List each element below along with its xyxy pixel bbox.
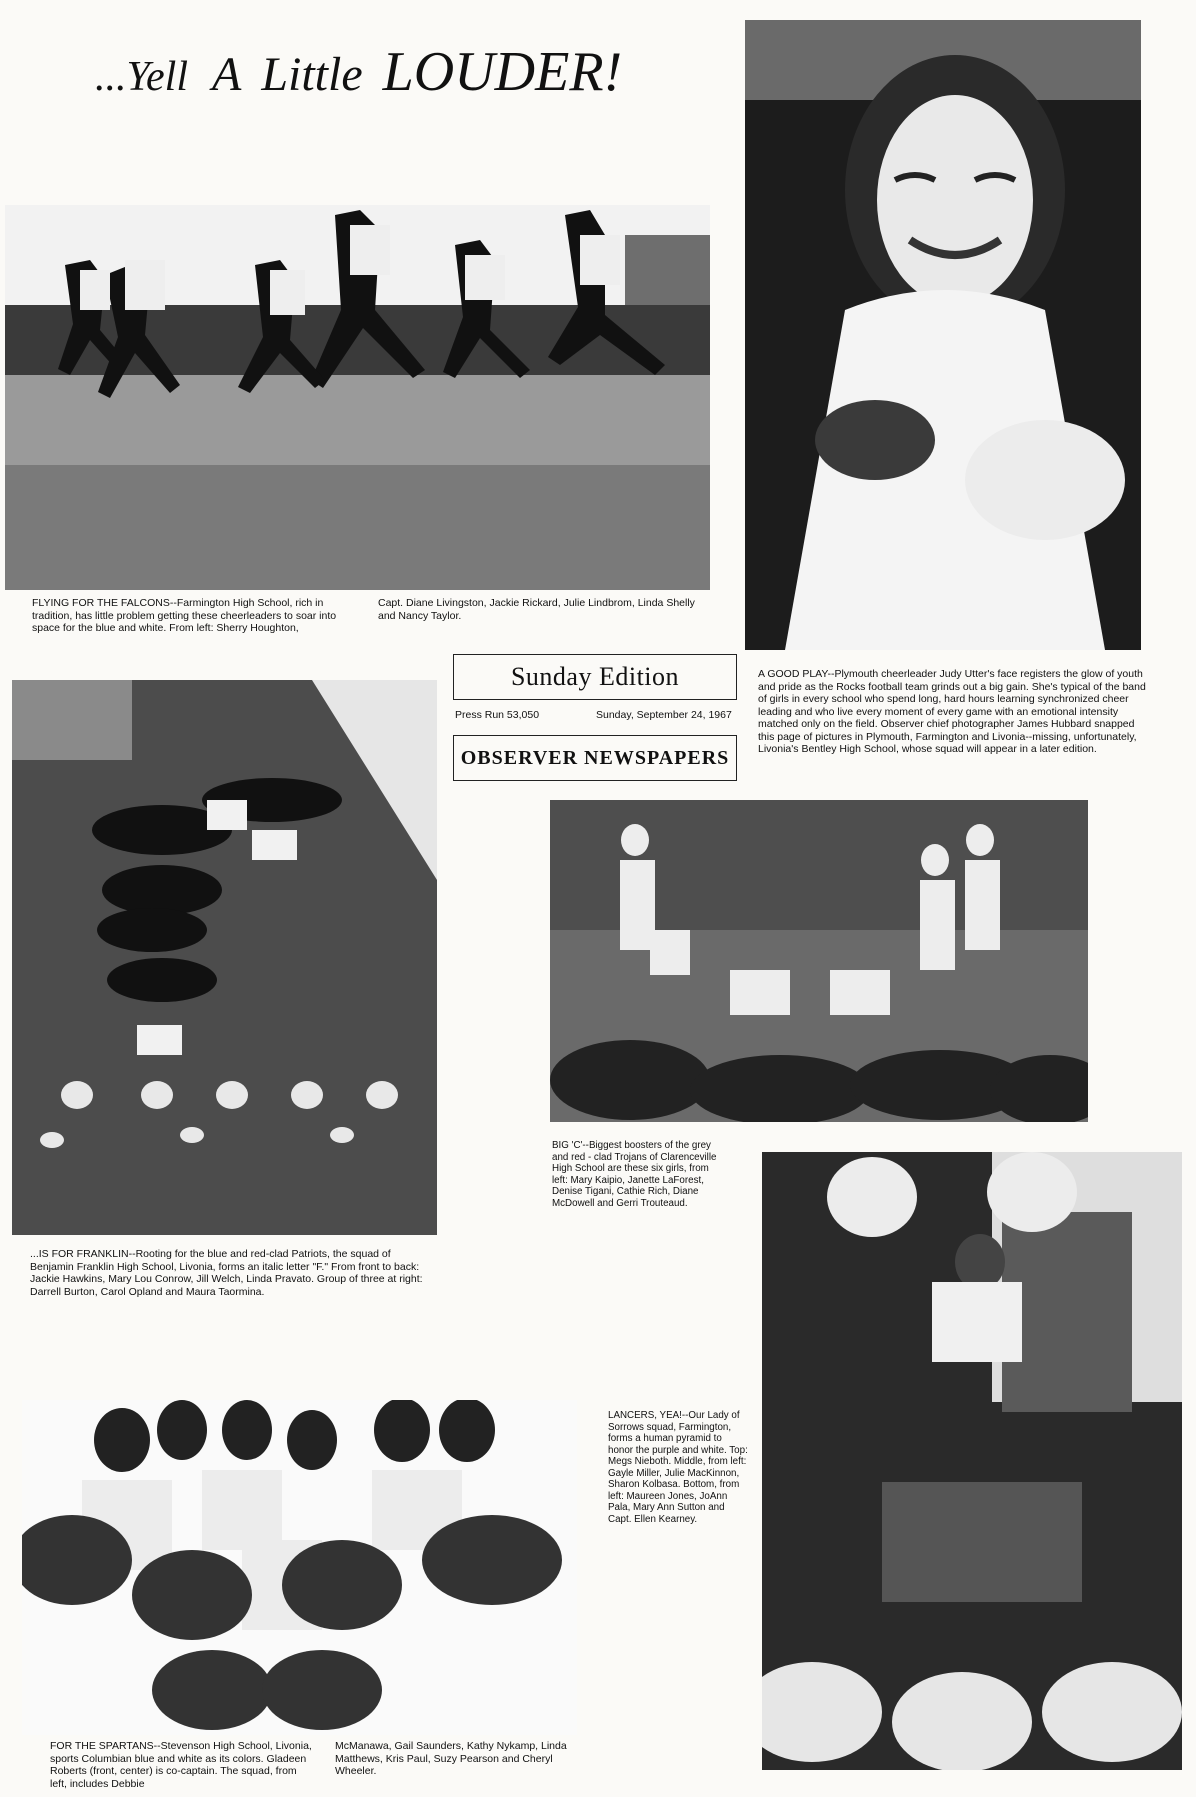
edition-title: Sunday Edition [510, 662, 680, 691]
headline-part-1: ...Yell [95, 54, 188, 100]
falcons-caption-right: Capt. Diane Livingston, Jackie Rickard, Julie Lindbrom, Linda Shelly and Nancy Taylor. [378, 597, 695, 622]
spartans-photo [22, 1400, 577, 1735]
headline-part-2: A [211, 48, 242, 101]
big-c-caption: BIG 'C'--Biggest boosters of the grey and red - clad Trojans of Clarenceville High School are these six girls, from left: Mary Kaipio, Janette LaForest, Denise Tigani, Cathie Rich, Diane McDowell and Gerri Trouteaud. [552, 1140, 717, 1209]
spartans-caption-right: McManawa, Gail Saunders, Kathy Nykamp, Linda Matthews, Kris Paul, Suzy Pearson and Cheryl Wheeler. [335, 1740, 567, 1777]
falcons-caption-left: FLYING FOR THE FALCONS--Farmington High School, rich in tradition, has little problem getting these cheerleaders to soar into space for the blue and white. From left: Sherry Houghton, [32, 597, 337, 634]
portrait-photo [745, 20, 1141, 650]
edition-date: Sunday, September 24, 1967 [596, 709, 732, 721]
sunday-edition-box [453, 654, 737, 700]
newspaper-name: OBSERVER NEWSPAPERS [460, 746, 730, 769]
press-run: Press Run 53,050 [455, 709, 540, 721]
lancers-photo [762, 1152, 1182, 1770]
good-play-caption: A GOOD PLAY--Plymouth cheerleader Judy Utter's face registers the glow of youth and pride as the Rocks football team grinds out a big gain. She's typical of the band of girls in every school who spend long, hard hours learning synchronized cheer leading and who live every moment of every game with an emotional intensity matched only on the field. Observer chief photographer James Hubbard snapped this page of pictures in Plymouth, Farmington and Livonia--missing, unfortunately, Livonia's Bentley High School, whose squad will appear in a later edition. [758, 668, 1146, 755]
big-c-photo [550, 800, 1088, 1122]
page-headline [95, 40, 695, 110]
franklin-photo [12, 680, 437, 1235]
spartans-caption-left: FOR THE SPARTANS--Stevenson High School, Livonia, sports Columbian blue and white as its colors. Gladeen Roberts (front, center) is co-captain. The squad, from left, includes Debbie [50, 1740, 312, 1790]
observer-newspapers-box [453, 735, 737, 781]
lancers-caption: LANCERS, YEA!--Our Lady of Sorrows squad, Farmington, forms a human pyramid to honor the purple and white. Top: Megs Nieboth. Middle, from left: Gayle Miller, Julie MacKinnon, Sharon Kolbasa. Bottom, from left: Maureen Jones, JoAnn Pala, Mary Ann Sutton and Capt. Ellen Kearney. [608, 1410, 748, 1525]
headline-part-4: LOUDER! [382, 41, 623, 103]
franklin-caption: ...IS FOR FRANKLIN--Rooting for the blue and red-clad Patriots, the squad of Benjamin Franklin High School, Livonia, forms an italic letter "F." From front to back: Jackie Hawkins, Mary Lou Conrow, Jill Welch, Linda Pravato. Group of three at right: Darrell Burton, Carol Opland and Maura Taormina. [30, 1248, 423, 1298]
headline-part-3: Little [261, 48, 363, 101]
falcons-photo [5, 205, 710, 590]
